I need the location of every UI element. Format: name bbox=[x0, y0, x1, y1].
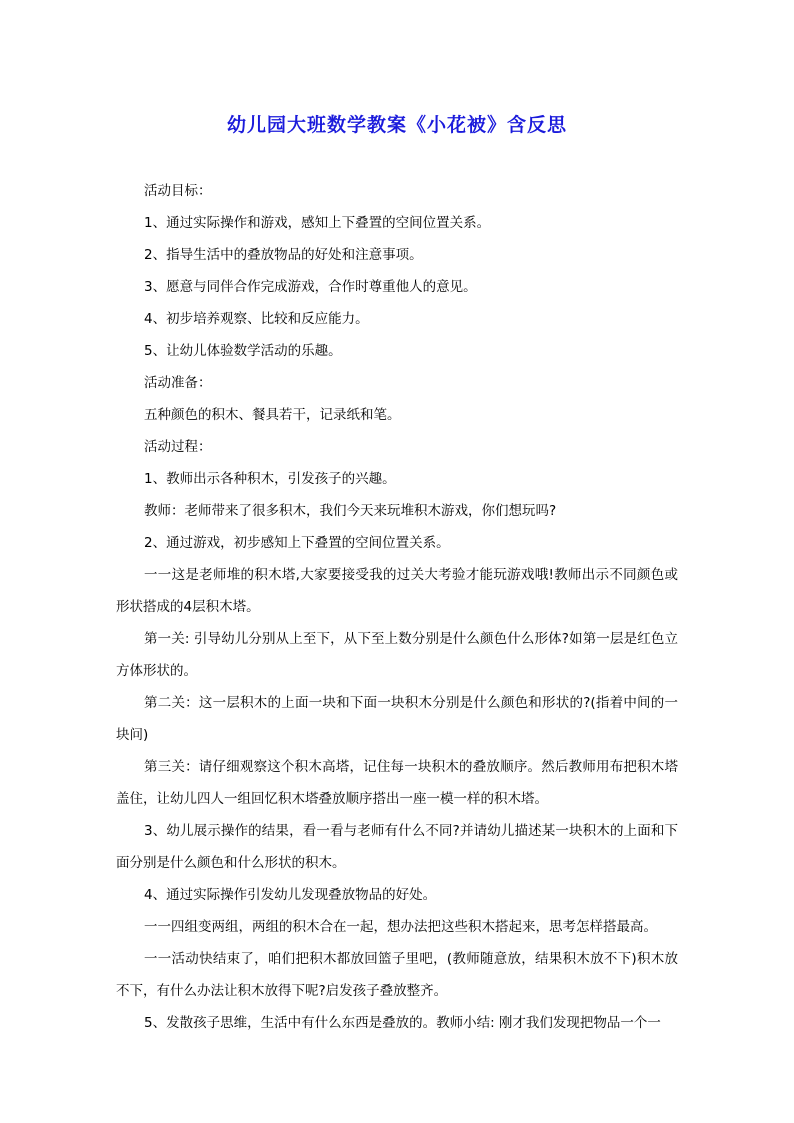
paragraph: 2、指导生活中的叠放物品的好处和注意事项。 bbox=[144, 247, 423, 263]
paragraph: 1、通过实际操作和游戏，感知上下叠置的空间位置关系。 bbox=[144, 215, 491, 231]
paragraph: 活动准备： bbox=[144, 375, 212, 391]
paragraph: 五种颜色的积木、餐具若干，记录纸和笔。 bbox=[144, 407, 401, 423]
document-body bbox=[116, 175, 678, 1039]
paragraph: 一一活动快结束了，咱们把积木都放回篮子里吧，(教师随意放，结果积木放不下)积木放不下，有什么办法让积木放得下呢?启发孩子叠放整齐。 bbox=[116, 951, 678, 999]
paragraph: 4、通过实际操作引发幼儿发现叠放物品的好处。 bbox=[144, 887, 437, 903]
paragraph: 3、愿意与同伴合作完成游戏，合作时尊重他人的意见。 bbox=[144, 279, 477, 295]
paragraph: 1、教师出示各种积木，引发孩子的兴趣。 bbox=[144, 471, 396, 487]
paragraph: 第二关：这一层积木的上面一块和下面一块积木分别是什么颜色和形状的?(指着中间的一块问) bbox=[116, 695, 678, 743]
paragraph: 5、发散孩子思维，生活中有什么东西是叠放的。教师小结: 刚才我们发现把物品一个一 bbox=[144, 1015, 661, 1031]
paragraph: 4、初步培养观察、比较和反应能力。 bbox=[144, 311, 369, 327]
paragraph: 第三关：请仔细观察这个积木高塔，记住每一块积木的叠放顺序。然后教师用布把积木塔盖住，让幼儿四人一组回忆积木塔叠放顺序搭出一座一模一样的积木塔。 bbox=[116, 759, 678, 807]
paragraph: 一一这是老师堆的积木塔,大家要接受我的过关大考验才能玩游戏哦!教师出示不同颜色或形状搭成的4层积木塔。 bbox=[116, 567, 678, 615]
document-title: 幼儿园大班数学教案《小花被》含反思 bbox=[226, 114, 567, 136]
paragraph: 活动目标： bbox=[144, 183, 212, 199]
paragraph: 活动过程： bbox=[144, 439, 212, 455]
paragraph: 5、让幼儿体验数学活动的乐趣。 bbox=[144, 343, 342, 359]
paragraph: 第一关: 引导幼儿分别从上至下，从下至上数分别是什么颜色什么形体?如第一层是红色立方体形状的。 bbox=[116, 631, 678, 679]
paragraph: 教师：老师带来了很多积木，我们今天来玩堆积木游戏，你们想玩吗? bbox=[144, 503, 557, 519]
paragraph: 3、幼儿展示操作的结果，看一看与老师有什么不同?并请幼儿描述某一块积木的上面和下面分别是什么颜色和什么形状的积木。 bbox=[116, 823, 678, 871]
paragraph: 2、通过游戏，初步感知上下叠置的空间位置关系。 bbox=[144, 535, 450, 551]
paragraph: 一一四组变两组，两组的积木合在一起，想办法把这些积木搭起来，思考怎样搭最高。 bbox=[144, 919, 657, 935]
